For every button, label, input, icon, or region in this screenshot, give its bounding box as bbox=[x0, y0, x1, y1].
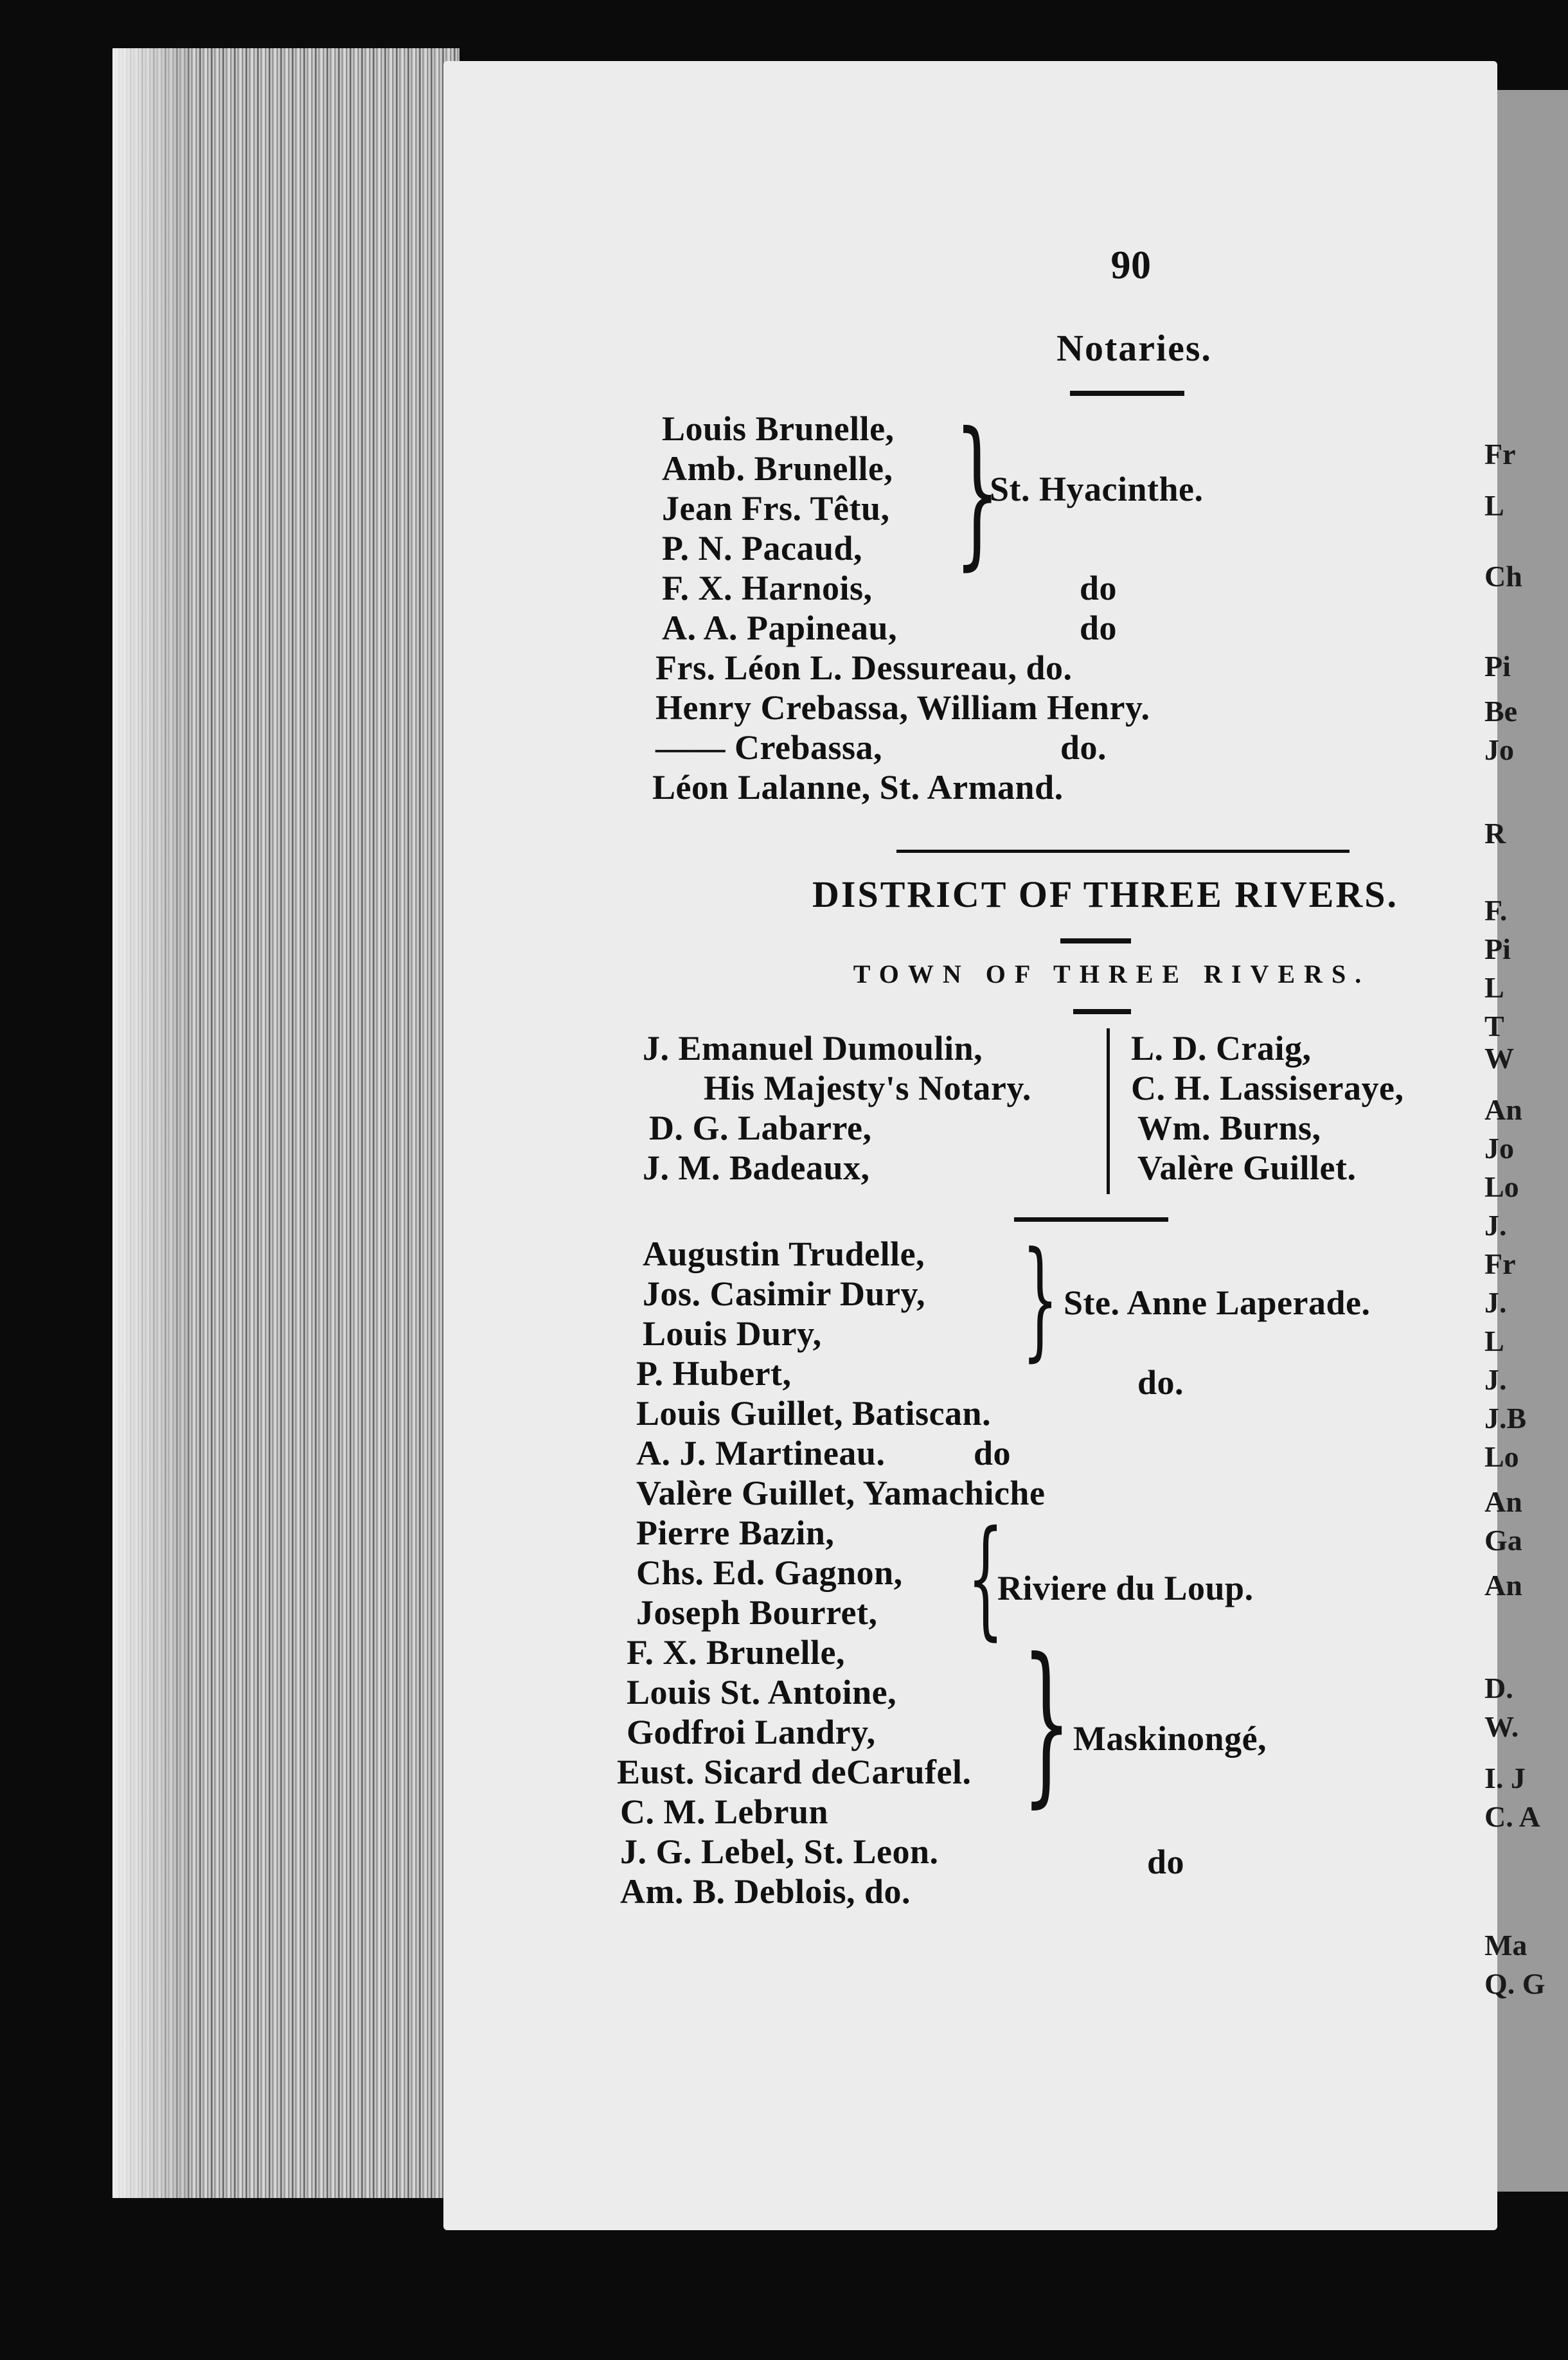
facing-page-fragment: Fr bbox=[1484, 438, 1516, 470]
district-heading: DISTRICT OF THREE RIVERS. bbox=[812, 873, 1398, 915]
facing-page-fragment: W. bbox=[1484, 1710, 1519, 1743]
facing-page-fragment: Ma bbox=[1484, 1929, 1528, 1962]
facing-page-fragment: J. bbox=[1484, 1363, 1507, 1396]
notary-entry: Jean Frs. Têtu, bbox=[662, 489, 890, 528]
notary-entry: Eust. Sicard deCarufel. bbox=[617, 1753, 972, 1791]
facing-page-fragment: R bbox=[1484, 817, 1506, 850]
notary-entry: Valère Guillet, Yamachiche bbox=[636, 1474, 1046, 1512]
notary-entry: Frs. Léon L. Dessureau, do. bbox=[655, 648, 1073, 687]
notary-entry: —— Crebassa, bbox=[655, 728, 883, 767]
district-underline bbox=[1060, 938, 1131, 943]
facing-page-fragment: An bbox=[1484, 1569, 1522, 1602]
notary-place: do bbox=[1080, 569, 1118, 607]
notary-entry: Jos. Casimir Dury, bbox=[643, 1274, 926, 1313]
notary-entry: Chs. Ed. Gagnon, bbox=[636, 1553, 903, 1592]
group-brace: { bbox=[967, 1503, 1004, 1653]
notary-entry: Godfroi Landry, bbox=[627, 1713, 876, 1751]
facing-page-fragment: Be bbox=[1484, 695, 1518, 728]
town-notary-title: His Majesty's Notary. bbox=[704, 1069, 1031, 1107]
notary-entry: Louis Guillet, Batiscan. bbox=[636, 1394, 992, 1433]
column-divider bbox=[1107, 1028, 1110, 1194]
town-notary: C. H. Lassiseraye, bbox=[1131, 1069, 1404, 1107]
town-notary: L. D. Craig, bbox=[1131, 1029, 1312, 1068]
notary-entry: Am. B. Deblois, do. bbox=[620, 1872, 911, 1911]
town-notary: J. M. Badeaux, bbox=[643, 1149, 870, 1187]
section-title: Notaries. bbox=[1056, 327, 1212, 369]
notary-entry: Pierre Bazin, bbox=[636, 1514, 835, 1552]
notary-entry: F. X. Brunelle, bbox=[627, 1633, 846, 1672]
facing-page-fragment: An bbox=[1484, 1485, 1522, 1518]
notary-place: Riviere du Loup. bbox=[997, 1569, 1254, 1607]
town-notary: D. G. Labarre, bbox=[649, 1109, 872, 1147]
notary-entry: Augustin Trudelle, bbox=[643, 1235, 925, 1273]
notary-entry: Louis St. Antoine, bbox=[627, 1673, 897, 1712]
notary-place: Maskinongé, bbox=[1073, 1719, 1267, 1758]
facing-page-fragment: Pi bbox=[1484, 933, 1511, 965]
notary-entry: J. G. Lebel, St. Leon. bbox=[620, 1832, 939, 1871]
notary-place: do. bbox=[1137, 1363, 1184, 1402]
facing-page-fragment: J. bbox=[1484, 1286, 1507, 1319]
notary-place: do bbox=[974, 1434, 1011, 1472]
town-underline bbox=[1073, 1009, 1131, 1014]
notary-entry: Louis Dury, bbox=[643, 1314, 822, 1353]
facing-page-fragment: W bbox=[1484, 1042, 1514, 1075]
notary-place: do bbox=[1147, 1843, 1185, 1881]
page-sheet bbox=[443, 61, 1497, 2230]
facing-page-fragment: F. bbox=[1484, 894, 1508, 927]
facing-page-fragment: Fr bbox=[1484, 1247, 1516, 1280]
facing-page-fragment: T bbox=[1484, 1010, 1504, 1042]
notary-place: Ste. Anne Laperade. bbox=[1064, 1283, 1371, 1322]
facing-page-fragment: Ga bbox=[1484, 1524, 1522, 1557]
facing-page-fragment: L bbox=[1484, 1325, 1504, 1357]
facing-page-fragment: D. bbox=[1484, 1672, 1513, 1704]
facing-page-fragment: I. J bbox=[1484, 1762, 1526, 1794]
notary-place: do. bbox=[1060, 728, 1107, 767]
town-heading: TOWN OF THREE RIVERS. bbox=[853, 960, 1371, 988]
facing-page-fragment: Jo bbox=[1484, 1132, 1514, 1165]
notary-entry: Henry Crebassa, William Henry. bbox=[655, 688, 1150, 727]
facing-page-fragment: J.B bbox=[1484, 1402, 1527, 1435]
facing-page-fragment: Ch bbox=[1484, 560, 1522, 593]
page-number: 90 bbox=[1110, 244, 1152, 287]
notary-entry: A. A. Papineau, bbox=[662, 609, 898, 647]
town-notary: Wm. Burns, bbox=[1137, 1109, 1321, 1147]
facing-page-fragment: Lo bbox=[1484, 1170, 1519, 1203]
notary-place: St. Hyacinthe. bbox=[990, 470, 1204, 508]
divider-rule bbox=[896, 850, 1350, 853]
group-brace: } bbox=[1022, 1224, 1059, 1374]
notary-entry: Léon Lalanne, St. Armand. bbox=[652, 768, 1064, 807]
notary-entry: Louis Brunelle, bbox=[662, 409, 895, 448]
facing-page-fragment: C. A bbox=[1484, 1800, 1540, 1833]
notary-entry: C. M. Lebrun bbox=[620, 1792, 829, 1831]
notary-entry: Amb. Brunelle, bbox=[662, 449, 893, 488]
facing-page-fragment: An bbox=[1484, 1093, 1522, 1126]
town-notary: Valère Guillet. bbox=[1137, 1149, 1357, 1187]
notary-place: do bbox=[1080, 609, 1118, 647]
town-notary: J. Emanuel Dumoulin, bbox=[643, 1029, 983, 1068]
divider-rule bbox=[1014, 1217, 1168, 1222]
notary-entry: A. J. Martineau. bbox=[636, 1434, 886, 1472]
facing-page-fragment: J. bbox=[1484, 1209, 1507, 1242]
notary-entry: P. N. Pacaud, bbox=[662, 529, 863, 568]
facing-page-fragment: Pi bbox=[1484, 650, 1511, 683]
book-edge-highlight bbox=[112, 48, 190, 2198]
facing-page-fragment: L bbox=[1484, 489, 1504, 522]
facing-page-fragment: L bbox=[1484, 971, 1504, 1004]
section-title-underline bbox=[1070, 391, 1184, 396]
facing-page-fragment: Jo bbox=[1484, 733, 1514, 766]
group-brace: } bbox=[954, 398, 1001, 585]
facing-page-fragment: Q. G bbox=[1484, 1967, 1546, 2000]
group-brace: } bbox=[1022, 1621, 1072, 1823]
notary-entry: P. Hubert, bbox=[636, 1354, 792, 1393]
notary-entry: Joseph Bourret, bbox=[636, 1593, 878, 1632]
notary-entry: F. X. Harnois, bbox=[662, 569, 873, 607]
facing-page-fragment: Lo bbox=[1484, 1440, 1519, 1473]
